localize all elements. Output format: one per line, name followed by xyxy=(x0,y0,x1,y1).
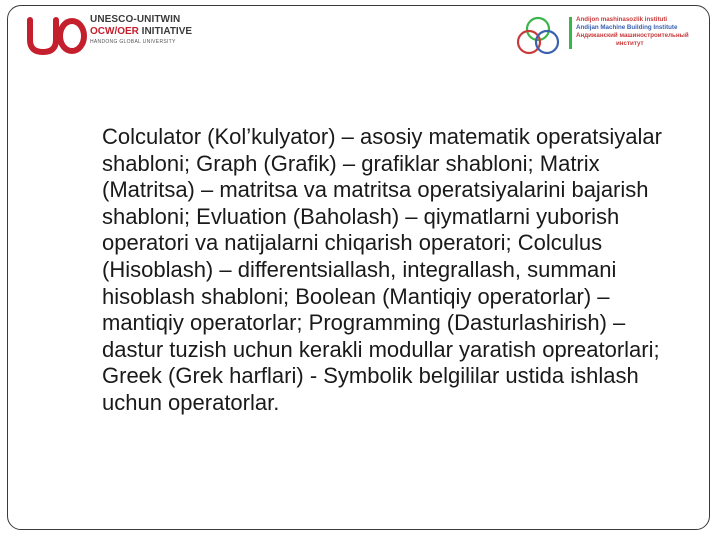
andijan-institute-logo xyxy=(512,13,702,59)
unesco-unitwin-logo xyxy=(26,14,226,56)
slide-body xyxy=(82,124,682,417)
slide-paragraph: Colculator (Kol’kulyator) – asosiy matematik operatsiyalar shabloni; Graph (Grafik) – grafiklar shabloni; Matrix (Matritsa) – matritsa va matritsa operatsiyalarini bajarish shabloni; Evluation (Baholash) – qiymatlarni yuborish operatori va natijalarni chiqarish operatori; Colculus (Hisoblash) – differentsiallash, integrallash, summani hisoblash shabloni; Boolean (Mantiqiy operatorlar) – mantiqiy operatorlar; Programming (Dasturlashirish) – dastur tuzish uchun kerakli modullar yaratish opreatorlari; Greek (Grek harflari) - Symbolik belgililar ustida ishlash uchun operatorlar. xyxy=(102,124,662,415)
logo-left-line2 xyxy=(90,27,192,37)
uo-logo-mark-icon xyxy=(26,16,88,56)
logo-right-line1: Andijon mashinasozlik instituti xyxy=(576,16,668,23)
logo-right-line4: институт xyxy=(616,39,644,47)
logo-left-line1: UNESCO-UNITWIN xyxy=(90,14,181,25)
logo-left-line2-b: INITIATIVE xyxy=(138,26,193,37)
logo-left-line2-a: OCW/OER xyxy=(90,26,139,37)
logo-right-line3: Андижанский машиностроительный xyxy=(576,32,689,40)
logo-left-line3: HANDONG GLOBAL UNIVERSITY xyxy=(90,39,176,45)
institute-emblem-icon xyxy=(512,15,564,57)
logo-right-line2: Andijan Machine Building Institute xyxy=(576,24,678,32)
logo-divider-bar xyxy=(569,17,572,49)
